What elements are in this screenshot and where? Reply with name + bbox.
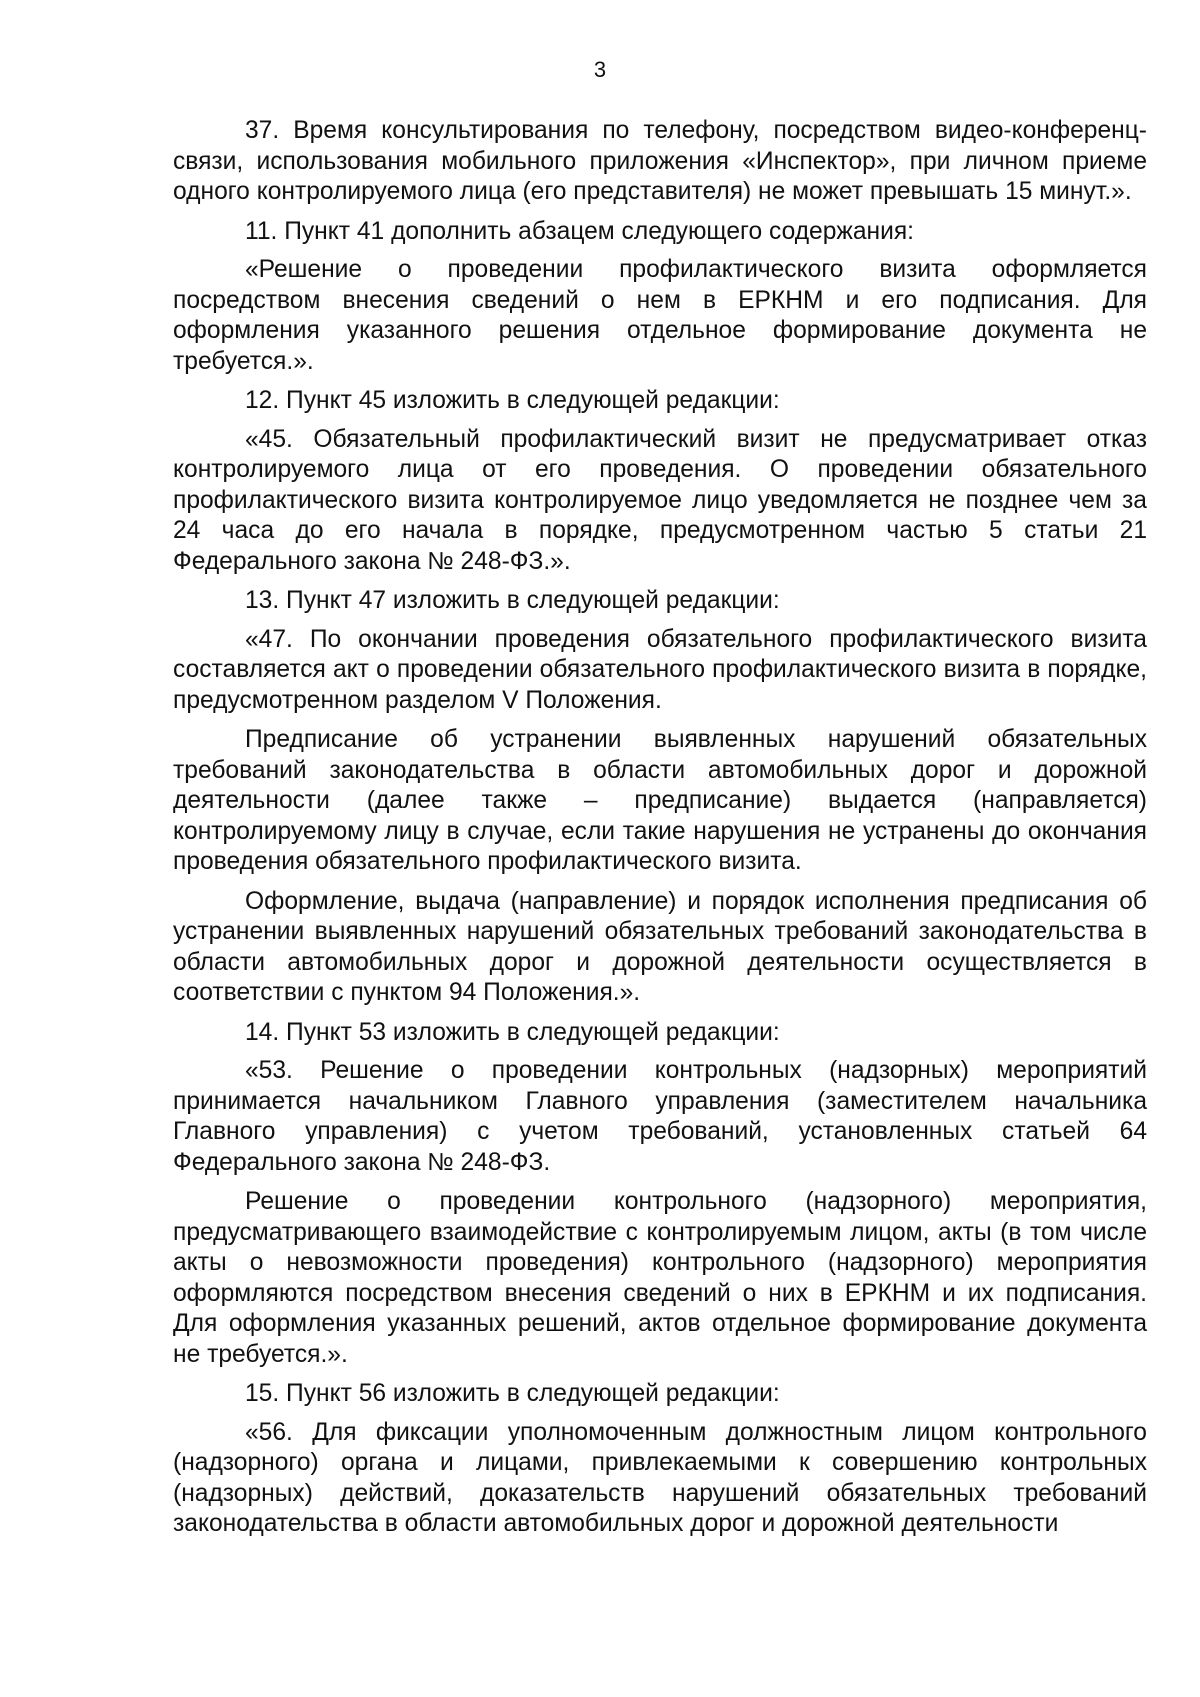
paragraph-item-12: 12. Пункт 45 изложить в следующей редакции: [245,387,780,414]
paragraph-item-53-text: «53. Решение о проведении контрольных (надзорных) мероприятий принимается начальником Главного управления (заместителем начальника Главного управления) с учетом требований, установленных статьей 64 Федерального закона № 248-ФЗ. [173,1057,1147,1176]
paragraph-37: 37. Время консультирования по телефону, посредством видео-конференц-связи, использования мобильного приложения «Инспектор», при личном приеме одного контролируемого лица (его представителя) не может превышать 15 минут.». [173,117,1147,205]
page-number: 3 [593,57,607,82]
paragraph-decision-erknm: Решение о проведении контрольного (надзорного) мероприятия, предусматривающего взаимодействие с контролируемым лицом, акты (в том числе акты о невозможности проведения) контрольного (надзорного) мероприятия оформляются посредством внесения сведений о них в ЕРКНМ и их подписания. Для оформления указанных решений, актов отдельное формирование документа не требуется.». [173,1188,1147,1368]
paragraph-item-47-text: «47. По окончании проведения обязательного профилактического визита составляется акт о проведении обязательного профилактического визита в порядке, предусмотренном разделом V Положения. [173,625,1147,714]
paragraph-item-11-text: «Решение о проведении профилактического визита оформляется посредством внесения сведений о нем в ЕРКНМ и его подписания. Для оформления указанного решения отдельное формирование документа не требуется.». [173,256,1147,375]
document-body [173,116,1147,1549]
paragraph-item-15: 15. Пункт 56 изложить в следующей редакции: [245,1380,780,1407]
paragraph-item-13: 13. Пункт 47 изложить в следующей редакции: [245,587,780,614]
paragraph-item-45-text: «45. Обязательный профилактический визит не предусматривает отказ контролируемого лица от его проведения. О проведении обязательного профилактического визита контролируемое лицо уведомляется не позднее чем за 24 часа до его начала в порядке, предусмотренном частью 5 статьи 21 Федерального закона № 248-ФЗ.». [173,425,1147,575]
paragraph-item-11: 11. Пункт 41 дополнить абзацем следующего содержания: [245,217,915,245]
paragraph-prescription: Предписание об устранении выявленных нарушений обязательных требований законодательства в области автомобильных дорог и дорожной деятельности (далее также – предписание) выдается (направляется) контролируемому лицу в случае, если такие нарушения не устранены до окончания проведения обязательного профилактического визита. [173,726,1147,875]
paragraph-prescription-execution: Оформление, выдача (направление) и порядок исполнения предписания об устранении выявленных нарушений обязательных требований законодательства в области автомобильных дорог и дорожной деятельности осуществляется в соответствии с пунктом 94 Положения.». [173,887,1147,1006]
paragraph-item-14: 14. Пункт 53 изложить в следующей редакции: [245,1018,780,1046]
paragraph-item-56-text: «56. Для фиксации уполномоченным должностным лицом контрольного (надзорного) органа и лицами, привлекаемыми к совершению контрольных (надзорных) действий, доказательств нарушений обязательных требований законодательства в области автомобильных дорог и дорожной деятельности [173,1418,1147,1537]
